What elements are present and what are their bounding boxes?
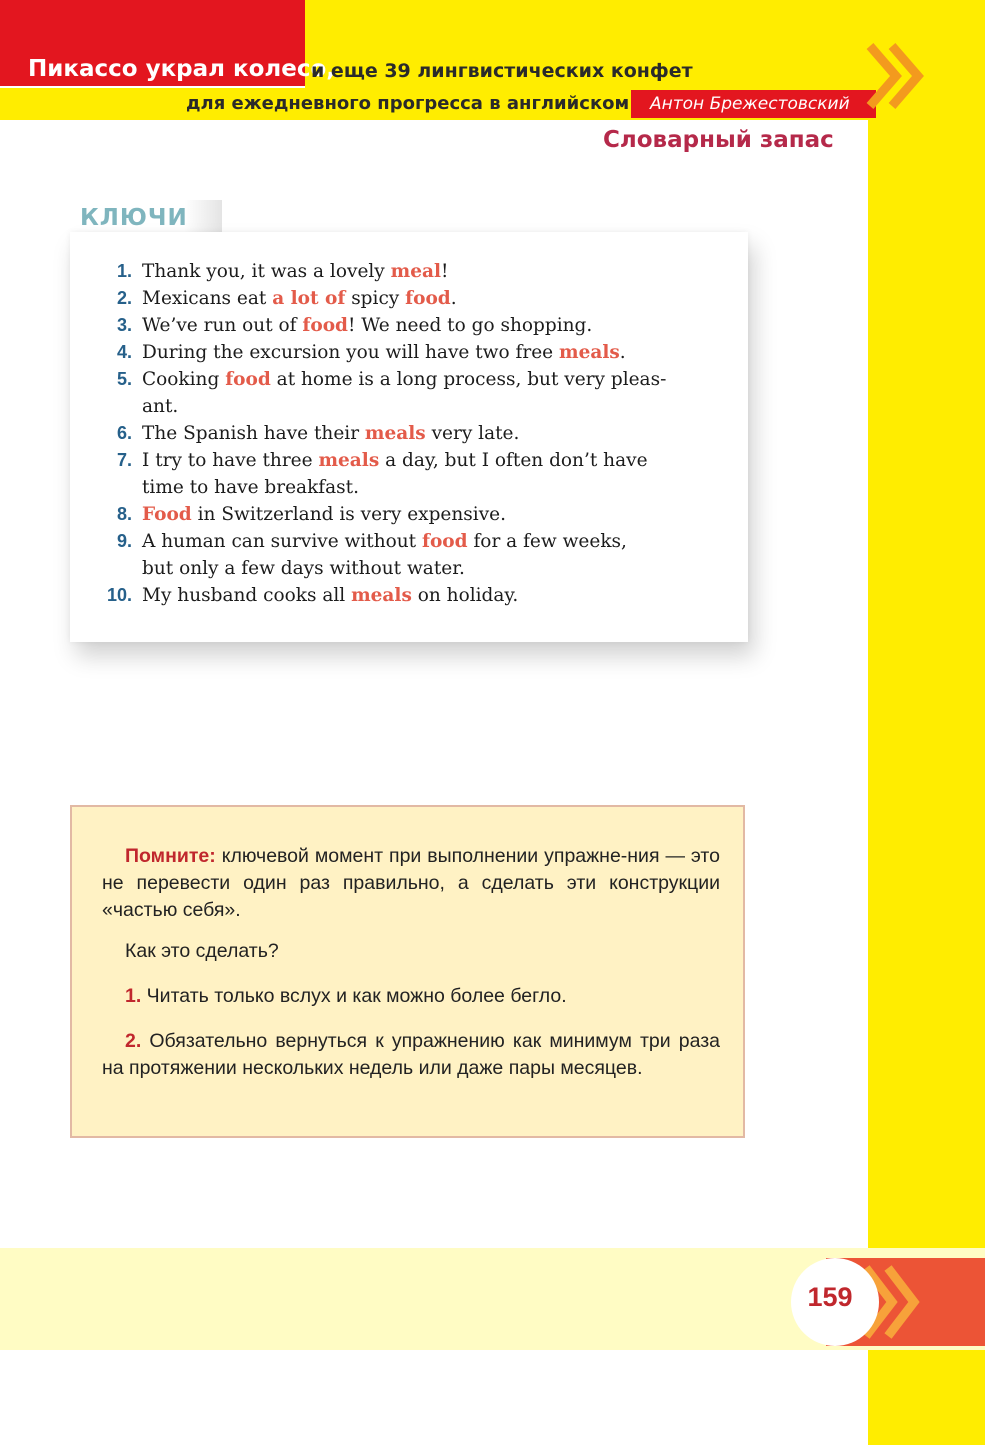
remember-paragraph — [102, 843, 720, 924]
key-text: We’ve run out of — [142, 315, 303, 336]
key-item — [70, 420, 748, 447]
remember-label: Помните: — [125, 845, 216, 867]
key-item-line — [142, 555, 718, 582]
key-item — [70, 258, 748, 285]
key-item-number: 9. — [116, 531, 132, 551]
key-item — [70, 447, 748, 501]
key-text: but only a few days without water. — [142, 558, 465, 579]
step-2-text: Обязательно вернуться к упражнению как минимум три раза на протяжении нескольких недель или даже пары месяцев. — [102, 1030, 720, 1079]
key-text: very late. — [425, 423, 520, 444]
key-item-line — [142, 312, 718, 339]
key-text: A human can survive without — [142, 531, 422, 552]
key-item — [70, 528, 748, 582]
key-text: . — [619, 342, 626, 363]
key-text: The Spanish have their — [142, 423, 365, 444]
key-item — [70, 501, 748, 528]
key-text: Thank you, it was a lovely — [142, 261, 391, 282]
remember-note-box — [70, 805, 745, 1138]
key-text: at home is a long process, but very pleas- — [270, 369, 667, 390]
key-text: on holiday. — [411, 585, 519, 606]
key-item — [70, 285, 748, 312]
key-item-line — [142, 528, 718, 555]
author-name: Антон Брежестовский — [650, 94, 850, 114]
key-item — [70, 339, 748, 366]
key-answer-word: food — [225, 369, 271, 390]
key-answer-word: food — [422, 531, 468, 552]
key-item-line — [142, 420, 718, 447]
key-item-number: 2. — [116, 288, 132, 308]
key-answer-word: a lot of — [272, 288, 346, 309]
remember-text: ключевой момент при выполнении упражне-ния — это не перевести один раз правильно, а сделать эти конструкции «частью себя». — [102, 845, 720, 921]
key-item-line — [142, 501, 718, 528]
key-answer-word: meal — [390, 261, 442, 282]
step-2 — [102, 1028, 720, 1082]
key-item — [70, 312, 748, 339]
key-text: ! — [441, 261, 449, 282]
key-item-line — [142, 474, 718, 501]
key-item-line — [142, 582, 718, 609]
book-title: Пикассо украл колесо, — [28, 56, 336, 82]
key-answer-word: meals — [364, 423, 426, 444]
keys-box — [70, 232, 748, 642]
key-text: My husband cooks all — [142, 585, 352, 606]
key-item — [70, 582, 748, 609]
right-yellow-band — [868, 120, 985, 1445]
key-item-number: 5. — [116, 369, 132, 389]
book-subtitle: для ежедневного прогресса в английском — [186, 93, 630, 114]
key-item-number: 1. — [116, 261, 132, 281]
key-text: a day, but I often don’t have — [379, 450, 648, 471]
section-title: Словарный запас — [603, 127, 834, 153]
keys-label: КЛЮЧИ — [80, 205, 188, 231]
key-item-line — [142, 285, 718, 312]
key-answer-word: meals — [318, 450, 380, 471]
key-item-line — [142, 366, 718, 393]
key-item-number: 4. — [116, 342, 132, 362]
key-text: spicy — [345, 288, 406, 309]
question-text: Как это сделать? — [125, 940, 279, 962]
key-text: in Switzerland is very expensive. — [191, 504, 506, 525]
header-chevron-icon — [860, 40, 932, 112]
key-answer-word: meals — [559, 342, 620, 363]
key-text: . — [450, 288, 457, 309]
key-item-number: 6. — [116, 423, 132, 443]
key-text: I try to have three — [142, 450, 319, 471]
step-1-text: Читать только вслух и как можно более бегло. — [141, 985, 567, 1007]
step-1-number: 1. — [125, 985, 142, 1007]
key-answer-word: food — [302, 315, 348, 336]
key-answer-word: meals — [351, 585, 412, 606]
key-text: time to have breakfast. — [142, 477, 359, 498]
key-text: Cooking — [142, 369, 226, 390]
key-item-number: 3. — [116, 315, 132, 335]
page-number: 159 — [807, 1282, 853, 1312]
key-answer-word: Food — [142, 504, 192, 525]
key-text: During the excursion you will have two free — [142, 342, 559, 363]
key-item-line — [142, 258, 718, 285]
key-item-line — [142, 339, 718, 366]
book-title-continuation: и еще 39 лингвистических конфет — [311, 60, 693, 82]
key-item-line — [142, 393, 718, 420]
keys-list — [70, 258, 748, 609]
key-item-number: 7. — [116, 450, 132, 470]
key-text: ant. — [142, 396, 179, 417]
key-item — [70, 366, 748, 420]
key-item-number: 10. — [106, 585, 132, 605]
key-text: ! We need to go shopping. — [347, 315, 593, 336]
key-text: Mexicans eat — [142, 288, 273, 309]
key-item-line — [142, 447, 718, 474]
key-item-number: 8. — [116, 504, 132, 524]
key-answer-word: food — [405, 288, 451, 309]
key-text: for a few weeks, — [467, 531, 627, 552]
step-2-number: 2. — [125, 1030, 142, 1052]
step-1 — [102, 983, 720, 1010]
